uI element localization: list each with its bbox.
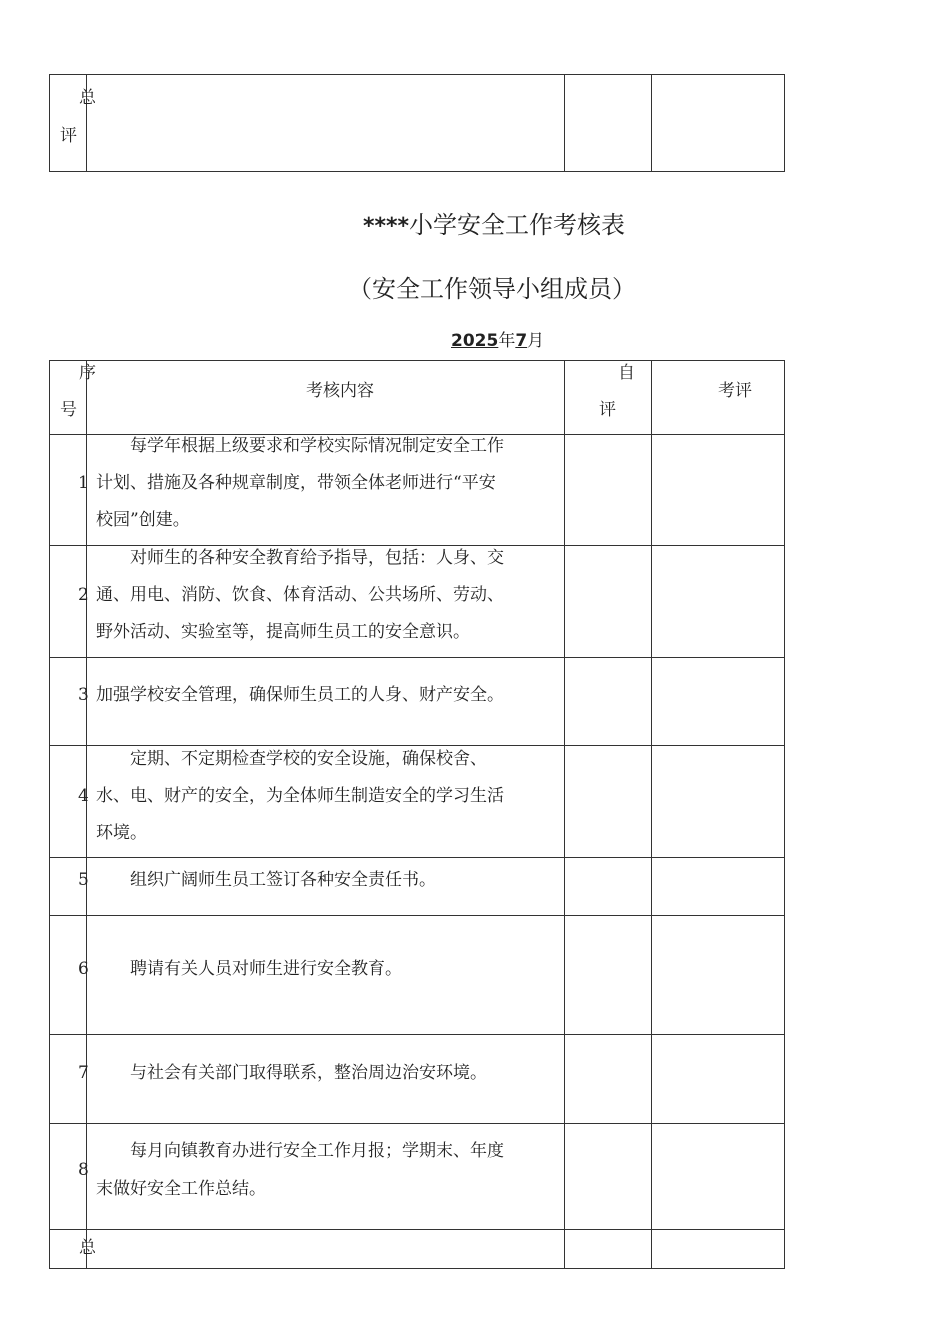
table-border-bottom xyxy=(49,1268,785,1269)
page-title xyxy=(363,205,625,240)
date-month-suffix: 月 xyxy=(527,331,545,351)
header-self-1: 自 xyxy=(618,363,635,383)
row-seq: 5 xyxy=(78,870,89,890)
top-summary-label-2: 评 xyxy=(60,126,77,146)
row-seq: 8 xyxy=(78,1160,89,1180)
header-self-2: 评 xyxy=(599,400,616,420)
report-date xyxy=(451,326,544,351)
summary-label: 总 xyxy=(79,1238,96,1258)
row-seq: 6 xyxy=(78,959,89,979)
title-main: 小学安全工作考核表 xyxy=(409,211,626,239)
date-month: 7 xyxy=(515,331,528,351)
date-year-suffix: 年 xyxy=(498,331,516,351)
row-seq: 7 xyxy=(78,1063,89,1083)
table-border-top xyxy=(49,360,785,361)
header-review: 考评 xyxy=(718,381,752,401)
row-seq: 2 xyxy=(78,585,89,605)
row-seq: 3 xyxy=(78,685,89,705)
top-summary-label-1: 总 xyxy=(79,88,96,108)
row-seq: 4 xyxy=(78,786,89,806)
title-prefix: **** xyxy=(363,214,410,239)
header-content: 考核内容 xyxy=(306,381,374,401)
date-year: 2025 xyxy=(451,331,499,351)
header-seq-2: 号 xyxy=(60,400,77,420)
header-seq-1: 序 xyxy=(79,363,96,383)
row-seq: 1 xyxy=(78,473,89,493)
page-subtitle: （安全工作领导小组成员） xyxy=(348,275,636,303)
